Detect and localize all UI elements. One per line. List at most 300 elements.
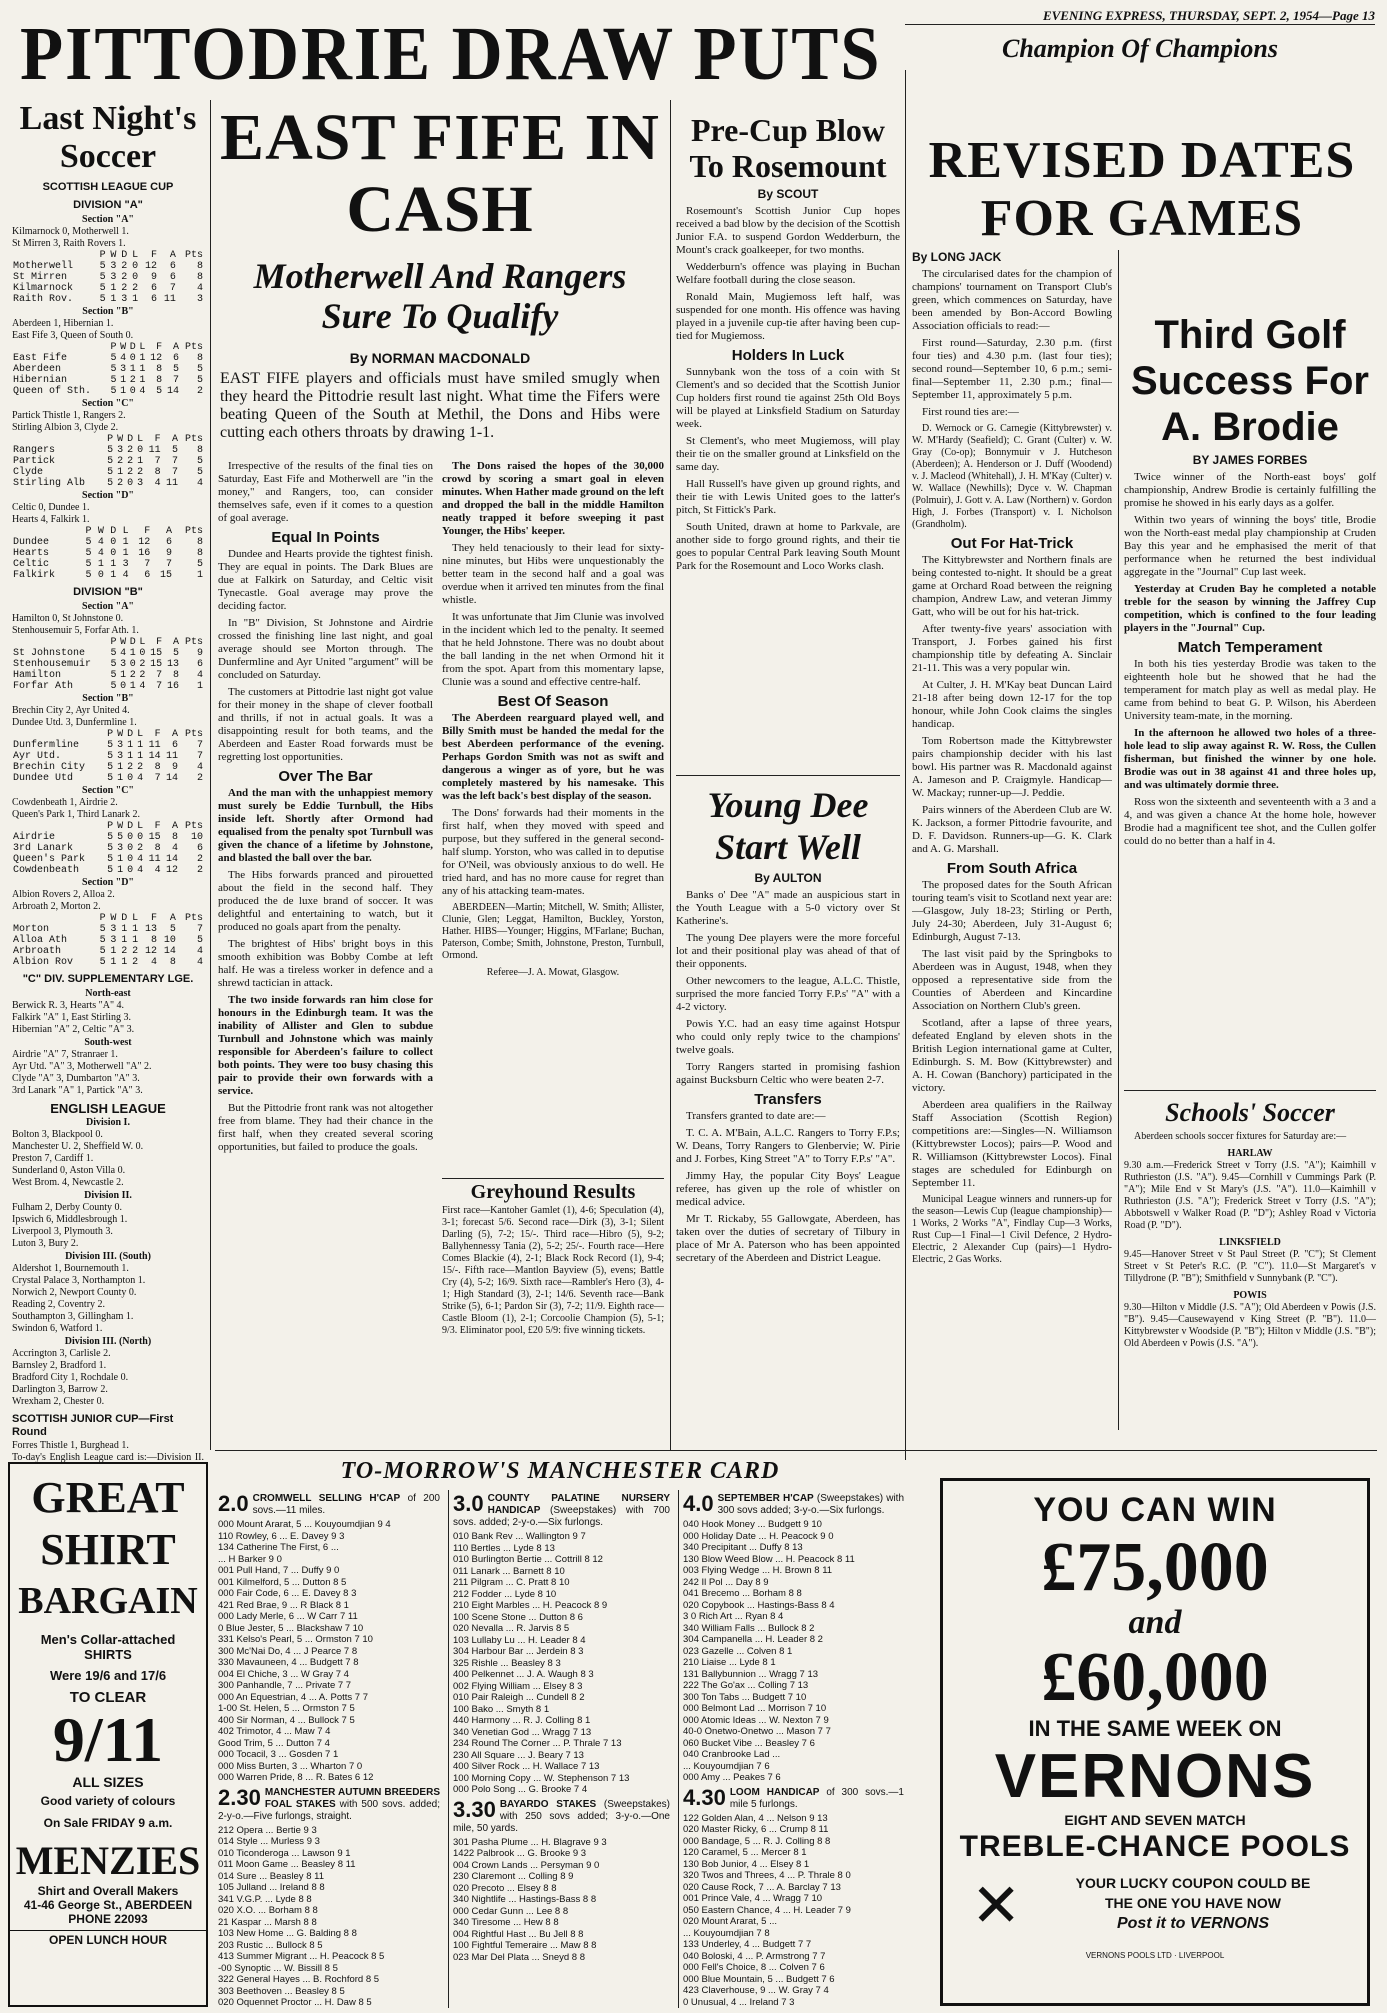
runner-line: 004 Rightful Hast ... Bu Jell 8 8 <box>453 1928 584 1940</box>
runner-line: 014 Sure ... Beasley 8 11 <box>218 1870 324 1882</box>
column-header: D <box>127 434 134 445</box>
table-row <box>12 467 204 478</box>
table-cell: 2 <box>127 445 134 456</box>
column-header: W <box>117 729 124 740</box>
result-line: Falkirk "A" 1, East Stirling 3. <box>12 1012 131 1023</box>
race-conditions: of 300 sovs.—1 mile 5 furlongs. <box>729 1786 904 1810</box>
table-row <box>12 261 204 272</box>
table-cell: 5 <box>99 261 106 272</box>
table-row <box>12 537 204 548</box>
section-title: Section "D" <box>82 877 134 888</box>
result-line: Southampton 3, Gillingham 1. <box>12 1311 134 1322</box>
division-title: DIVISION "B" <box>73 586 143 598</box>
column-header: A <box>169 250 176 261</box>
column-header: D <box>127 821 134 832</box>
paragraph: The Dons raised the hopes of the 30,000 crowd by scoring a smart goal in eleven minutes. When Hather made ground on the left and dropped the ball in the middle Hamilton neatly trapped it before sweeping it past Younger, the Hibs' keeper. <box>442 460 664 537</box>
section-title: Division III. (North) <box>64 1336 152 1347</box>
table-cell: 5 <box>99 272 106 283</box>
ground-title: POWIS <box>1233 1290 1267 1301</box>
column-header: D <box>129 342 136 353</box>
table-cell: St Mirren <box>13 272 68 283</box>
table-cell: 2 <box>137 762 144 773</box>
table-row <box>12 548 204 559</box>
runner-line: 340 William Falls ... Bullock 8 2 <box>683 1622 815 1634</box>
table-cell: St Johnstone <box>13 648 86 659</box>
race-block <box>218 1493 440 1784</box>
table-cell: 7 <box>154 456 161 467</box>
paragraph: In "B" Division, St Johnstone and Airdrie crossed the finishing line last night, and goal average should see Morton through. The Dunfermline and Ayr United "argument" will be concluded on Saturday. <box>218 617 433 681</box>
runner-line: 341 V.G.P. ... Lyde 8 8 <box>218 1893 312 1905</box>
runner-line: 020 Oquennet Proctor ... H. Daw 8 5 <box>218 1997 372 2008</box>
column-header: F <box>154 821 161 832</box>
table-cell: 5 <box>172 648 179 659</box>
table-cell: 12 <box>150 353 163 364</box>
runner-line: 400 Sir Norman, 4 ... Bullock 7 5 <box>218 1714 355 1726</box>
table-cell: 0 <box>129 659 136 670</box>
table-cell: 11 <box>148 740 161 751</box>
runner-line: 301 Pasha Plume ... H. Blagrave 9 3 <box>453 1836 607 1848</box>
column-header: A <box>172 434 179 445</box>
runner-line: 000 Blue Mountain, 5 ... Budgett 7 6 <box>683 1973 835 1985</box>
column-header: L <box>137 729 144 740</box>
paragraph: Dundee and Hearts provide the tightest finish. They are equal in points. The Dark Blues are due at Falkirk on Saturday, and Celtic visit Tynecastle. Goal average may prove the deciding factor. <box>218 548 433 612</box>
paragraph: The circularised dates for the champion of champions' tournament on Transport Club's green, which commences on Saturday, have been amended by Bon-Accord Bowling Association officials to read:— <box>912 268 1112 332</box>
crosshead: From South Africa <box>946 860 1078 877</box>
column-header: P <box>107 821 114 832</box>
runner-line: 014 Style ... Murless 9 3 <box>218 1836 320 1847</box>
table-cell: 9 <box>196 648 203 659</box>
column-header: P <box>85 526 92 537</box>
division-title: ENGLISH LEAGUE <box>50 1101 166 1116</box>
runner-line: 230 All Square ... J. Beary 7 13 <box>453 1749 584 1761</box>
vernons-post: Post it to VERNONS <box>1116 1915 1269 1932</box>
column-rule <box>1118 250 1119 1430</box>
table-cell: 12 <box>144 261 157 272</box>
column-header <box>12 434 104 445</box>
table-cell: 14 <box>166 773 179 784</box>
runner-line: -00 Synoptic ... W. Bissill 8 5 <box>218 1962 338 1974</box>
paragraph: Transfers granted to date are:— <box>686 1110 826 1122</box>
table-cell: 3 <box>137 478 144 489</box>
race-time: 3.30 <box>453 1796 496 1822</box>
shirt-ad-line2: SHIRT <box>40 1525 176 1574</box>
paragraph: Twice winner of the North-east boys' golf championship, Andrew Brodie is certainly fulfilling the promise he showed in his early days as a golfer. <box>1124 471 1376 509</box>
runner-line: 421 Red Brae, 9 ... R Black 8 1 <box>218 1599 349 1611</box>
runner-line: ... Kouyoumdjian 7 6 <box>683 1760 770 1772</box>
table-cell: 4 <box>120 353 127 364</box>
table-cell: 5 <box>107 865 114 876</box>
table-cell: 2 <box>196 854 203 865</box>
table-cell: 7 <box>144 559 151 570</box>
table-cell: 2 <box>132 957 139 968</box>
runner-line: 120 Caramel, 5 ... Mercer 8 1 <box>683 1847 807 1858</box>
table-cell: 0 <box>129 353 136 364</box>
table-cell: Raith Rov. <box>13 294 74 305</box>
greyhound-title: Greyhound Results <box>470 1181 636 1203</box>
table-cell: 2 <box>129 670 136 681</box>
column-header: A <box>172 821 179 832</box>
table-cell: 5 <box>172 445 179 456</box>
result-line: Liverpool 3, Plymouth 3. <box>12 1226 113 1237</box>
column-header: W <box>97 526 104 537</box>
shirt-ad-makers: Shirt and Overall Makers <box>37 1884 179 1898</box>
table-cell: Alloa Ath <box>13 935 68 946</box>
table-cell: 6 <box>165 537 172 548</box>
table-cell: 1 <box>132 935 139 946</box>
table-cell: 11 <box>148 854 161 865</box>
table-row <box>12 957 204 968</box>
table-cell: 1 <box>137 740 144 751</box>
table-cell: 1 <box>139 353 146 364</box>
paragraph: Mr T. Rickaby, 55 Gallowgate, Aberdeen, has taken over the duties of secretary of Tilbury in place of Mr A. Paterson who has been appointed secretary of the Aberdeen and District League. <box>676 1213 900 1264</box>
team-lineups: ABERDEEN—Martin; Mitchell, W. Smith; Allister, Clunie, Glen; Leggat, Hamilton, Buckley, Yorston, Hather. HIBS—Younger; Higgins, M'Farlane; Buchan, Paterson, Combe; Smith, Johnstone, Preston, Turnbull, Ormond. <box>442 902 664 961</box>
division-title: DIVISION "A" <box>73 199 143 211</box>
column-header: Pts <box>184 637 203 648</box>
paragraph: The two inside forwards ran him close for honours in the Edinburgh team. It was the inability of Allister and Glen to subdue Turnbull and Johnstone which was mainly responsible for Aberdeen's failure to collect both points. They were too busy chasing this pair to provide their own forwards with a service. <box>218 994 433 1097</box>
result-line: Reading 2, Coventry 2. <box>12 1299 106 1310</box>
table-cell: 9 <box>165 548 172 559</box>
paragraph: Torry Rangers started in promising fashion against Bucksburn Celtic who were beaten 2-7. <box>676 1061 900 1086</box>
result-line: Airdrie "A" 7, Stranraer 1. <box>12 1049 118 1060</box>
table-cell: 5 <box>107 467 114 478</box>
column-header: Pts <box>184 526 203 537</box>
runner-line: 000 Bandage, 5 ... R. J. Colling 8 8 <box>683 1835 831 1847</box>
runner-line: 340 Precipitant ... Duffy 8 13 <box>683 1542 803 1553</box>
table-cell: 0 <box>127 865 134 876</box>
crosshead: Out For Hat-Trick <box>950 535 1074 552</box>
table-cell: Queen's Park <box>13 854 86 865</box>
result-line: Fulham 2, Derby County 0. <box>12 1202 122 1213</box>
paragraph: Hall Russell's have given up ground rights, and their tie with Lewis United goes to the latter's pitch, St Fittick's Park. <box>676 478 900 516</box>
table-cell: 5 <box>110 353 117 364</box>
column-header: L <box>139 637 146 648</box>
column-header <box>12 913 96 924</box>
table-cell: 3 <box>110 272 117 283</box>
runner-line: 000 Belmont Lad ... Morrison 7 10 <box>683 1703 827 1714</box>
table-cell: 3 <box>117 751 124 762</box>
result-line: Celtic 0, Dundee 1. <box>12 502 90 513</box>
paragraph: The young Dee players were the more forceful lot and their positional play was ahead of that of their opponents. <box>676 932 900 970</box>
runner-line: 325 Rishle ... Beasley 8 3 <box>453 1657 561 1669</box>
race-header <box>218 1784 440 1823</box>
table-cell: 6 <box>172 740 179 751</box>
result-line: Accrington 3, Carlisle 2. <box>12 1348 111 1359</box>
table-cell: 5 <box>107 478 114 489</box>
runner-line: 340 Venetian God ... Wragg 7 13 <box>453 1726 592 1738</box>
results-list <box>12 1202 204 1250</box>
table-cell: 4 <box>196 957 203 968</box>
table-cell: Brechin City <box>13 762 86 773</box>
crosshead: Best Of Season <box>497 693 609 710</box>
runner-line: 010 Ticonderoga ... Lawson 9 1 <box>218 1847 351 1859</box>
race-conditions: (Sweepstakes) with 300 sovs added; 3-y-o.—Six furlongs. <box>717 1493 904 1516</box>
table-cell: 8 <box>196 272 203 283</box>
shirt-ad-hours: OPEN LUNCH HOUR <box>10 1930 206 1947</box>
league-table <box>12 637 204 692</box>
runner-line: 020 Master Ricky, 6 ... Crump 8 11 <box>683 1824 829 1835</box>
table-cell: 1 <box>117 865 124 876</box>
table-cell: 5 <box>107 854 114 865</box>
results-list <box>12 797 204 821</box>
runner-line: 000 Fair Code, 6 ... E. Davey 8 3 <box>218 1588 357 1599</box>
paragraph: After twenty-five years' association with Transport, J. Forbes gained his first championship title by defeating A. Sinclair 21-11. This was a very popular win. <box>912 623 1112 674</box>
runner-line: 001 Kilmelford, 5 ... Dutton 8 5 <box>218 1576 347 1588</box>
paragraph: The proposed dates for the South African touring team's visit to Scotland next year are:—Glasgow, July 18-23; Stirling or Perth, July 24-30; Aberdeen, July 31-August 6; Edinburgh, August 7-13. <box>912 879 1112 943</box>
runner-line: 023 Mar Del Plata ... Sneyd 8 8 <box>453 1951 586 1963</box>
table-cell: 5 <box>107 456 114 467</box>
paragraph: Powis Y.C. had an easy time against Hotspur who could only reply twice to the champions' twelve goals. <box>676 1018 900 1056</box>
banner-headline: PITTODRIE DRAW PUTS <box>20 12 882 96</box>
table-cell: 4 <box>196 762 203 773</box>
column-header <box>12 729 104 740</box>
table-row <box>12 364 204 375</box>
race-block <box>683 1493 904 1784</box>
main-lede-text: EAST FIFE players and officials must have smiled smugly when they heard the Pittodrie result last night. What time the Fifers were beating Queen of the South at Methil, the Dons and Hibs were cutting each others throats by drawing 1-1. <box>220 370 660 441</box>
paragraph: Jimmy Hay, the popular City Boys' League referee, has given up the role of whistler on medical advice. <box>676 1170 900 1208</box>
result-line: Norwich 2, Newport County 0. <box>12 1287 137 1298</box>
main-subhead: Motherwell And Rangers Sure To Qualify <box>253 256 627 336</box>
table-cell: Partick <box>13 456 56 467</box>
table-row <box>12 478 204 489</box>
table-cell: Stirling Alb <box>13 478 86 489</box>
race-header <box>683 1784 904 1811</box>
result-line: Ipswich 6, Middlesbrough 1. <box>12 1214 128 1225</box>
table-cell: 4 <box>137 865 144 876</box>
paragraph: The last visit paid by the Springboks to Aberdeen was in August, 1948, when they opposed a representative side from the Counties of Aberdeen and Kincardine Association on Northern Club's green. <box>912 948 1112 1012</box>
vernons-footer: VERNONS POOLS LTD · LIVERPOOL <box>1085 1951 1225 1960</box>
race-conditions: of 200 sovs.—11 miles. <box>252 1493 440 1516</box>
runner-line: 060 Bucket Vibe ... Beasley 7 6 <box>683 1737 815 1749</box>
result-line: Bradford City 1, Rochdale 0. <box>12 1372 129 1383</box>
table-cell: 2 <box>117 456 124 467</box>
table-cell: 0 <box>127 854 134 865</box>
table-cell: 1 <box>137 456 144 467</box>
table-row <box>12 375 204 386</box>
result-line: Hearts 4, Falkirk 1. <box>12 514 90 525</box>
result-line: Hibernian "A" 2, Celtic "A" 3. <box>12 1024 135 1035</box>
paragraph: Aberdeen schools soccer fixtures for Saturday are:— <box>1134 1131 1347 1142</box>
paragraph: The customers at Pittodrie last night got value for their money in the shape of clever football and thrills, if not in actual goals. It was a disappointing result for both teams, and the Aberdeen and Easter Road forwards must be regretting lost opportunities. <box>218 686 433 763</box>
table-cell: 1 <box>121 935 128 946</box>
shirt-ad-sizes: ALL SIZES <box>72 1774 144 1790</box>
table-cell: 2 <box>139 659 146 670</box>
table-cell: 1 <box>117 854 124 865</box>
runner-line: 000 Miss Burten, 3 ... Wharton 7 0 <box>218 1760 363 1772</box>
column-rule <box>905 70 906 1460</box>
runner-line: 110 Bertles ... Lyde 8 13 <box>453 1542 555 1554</box>
results-list <box>12 613 204 637</box>
revised-byline: By LONG JACK <box>912 250 1002 264</box>
table-cell: 5 <box>110 364 117 375</box>
table-cell: 11 <box>166 478 179 489</box>
runner-line: 004 Crown Lands ... Persyman 9 0 <box>453 1859 600 1871</box>
runner-line: 040 Cranbrooke Lad ... <box>683 1749 781 1760</box>
table-cell: 4 <box>154 478 161 489</box>
column-header: P <box>110 342 117 353</box>
table-cell: 0 <box>127 832 134 843</box>
table-cell: 5 <box>107 832 114 843</box>
table-header <box>12 821 204 832</box>
results-list <box>12 1440 204 1452</box>
table-cell: 13 <box>166 659 179 670</box>
table-cell: 1 <box>117 773 124 784</box>
table-cell: 8 <box>150 935 157 946</box>
table-cell: 7 <box>156 670 163 681</box>
table-cell: 5 <box>169 924 176 935</box>
race-header <box>218 1493 440 1517</box>
runner-line: 304 Harbour Bar ... Jerdein 8 3 <box>453 1646 584 1657</box>
paragraph: Sunnybank won the toss of a coin with St Clement's and so decided that the Scottish Junior Cup holders first round tie against 25th Old Boys will be played at Linksfield Stadium on Saturday week. <box>676 366 900 430</box>
table-cell: 2 <box>121 283 128 294</box>
table-cell: 8 <box>196 445 203 456</box>
cup-title: SCOTTISH JUNIOR CUP—First Round <box>12 1413 174 1438</box>
shirt-ad-address: 41-46 George St., ABERDEEN <box>23 1898 193 1912</box>
ground-title: HARLAW <box>1227 1148 1273 1159</box>
race-block <box>453 1796 670 1964</box>
column-header: A <box>172 729 179 740</box>
column-header: F <box>144 526 151 537</box>
section-title: Section "B" <box>82 693 134 704</box>
column-header: A <box>165 526 172 537</box>
paragraph: Aberdeen area qualifiers in the Railway Staff Association (Scottish Region) competitions are:—Singles—N. Williamson (Kittybrewster Locos); pairs—P. Wood and R. Williamson (Kittybrewster Locos). Final stages are scheduled for Edinburgh on September 11. <box>912 1099 1112 1189</box>
table-cell: 5 <box>99 946 106 957</box>
soccer-results-column <box>12 100 204 1462</box>
runner-line: 000 Polo Song ... G. Brooke 7 4 <box>453 1784 588 1795</box>
runner-line: 020 Copybook ... Hastings-Bass 8 4 <box>683 1599 835 1611</box>
table-cell: 5 <box>107 773 114 784</box>
table-cell: Motherwell <box>13 261 74 272</box>
table-row <box>12 670 204 681</box>
runner-line: 001 Prince Vale, 4 ... Wragg 7 10 <box>683 1893 823 1904</box>
table-cell: 3 <box>110 924 117 935</box>
league-table <box>12 434 204 489</box>
table-cell: 6 <box>196 843 203 854</box>
paragraph: South United, drawn at home to Parkvale, are another side to forgo ground rights, and their tie goes to popular Central Park leaving South Mount Park for the Rosemount and Loco Works clash. <box>676 521 900 572</box>
table-cell: 4 <box>122 570 129 581</box>
runner-line: 230 Claremont ... Colling 8 9 <box>453 1871 574 1882</box>
runner-line: Good Trim, 5 ... Dutton 7 4 <box>218 1737 330 1749</box>
race-conditions: (Sweepstakes) with 250 sovs added; 3-y-o.—One mile, 50 yards. <box>453 1798 670 1834</box>
table-cell: 5 <box>107 740 114 751</box>
table-cell: 11 <box>148 445 161 456</box>
paragraph: Banks o' Dee "A" made an auspicious start in the Youth League with a 5-0 victory over St Katherine's. <box>676 889 900 927</box>
table-cell: 1 <box>120 670 127 681</box>
column-header: A <box>172 342 179 353</box>
table-cell: 1 <box>132 924 139 935</box>
table-cell: 1 <box>129 648 136 659</box>
column-header: F <box>156 342 163 353</box>
table-cell: 6 <box>150 283 157 294</box>
shirt-ad-line3: BARGAIN <box>18 1580 198 1622</box>
table-row <box>12 353 204 364</box>
table-row <box>12 559 204 570</box>
runner-line: 400 Silver Rock ... H. Wallace 7 13 <box>453 1761 600 1772</box>
table-cell: 3 <box>120 659 127 670</box>
table-cell: 16 <box>138 548 151 559</box>
paragraph: Wedderburn's offence was playing in Buchan Welfare football during the close season. <box>676 261 900 286</box>
runner-line: 100 Morning Copy ... W. Stephenson 7 13 <box>453 1772 630 1784</box>
table-cell: 0 <box>137 445 144 456</box>
table-cell: 5 <box>99 957 106 968</box>
table-cell: 8 <box>154 762 161 773</box>
column-header: W <box>120 637 127 648</box>
section-title: Section "C" <box>82 398 134 409</box>
table-row <box>12 648 204 659</box>
runner-line: 234 Round The Corner ... P. Thrale 7 13 <box>453 1738 622 1749</box>
table-cell: 8 <box>169 957 176 968</box>
table-cell: 1 <box>139 364 146 375</box>
runner-line: 000 Warren Pride, 8 ... R. Bates 6 12 <box>218 1772 374 1783</box>
vernons-treble: TREBLE-CHANCE POOLS <box>959 1830 1351 1863</box>
paragraph: And the man with the unhappiest memory must surely be Eddie Turnbull, the Hibs inside left. Shortly after Ormond had equalised from the penalty spot Turnbull was given the chance of a lifetime by Johnstone, and blasted the ball over the bar. <box>218 787 433 864</box>
column-header: L <box>137 434 144 445</box>
revised-col <box>912 268 1112 1448</box>
paragraph: In both his ties yesterday Brodie was taken to the eighteenth hole but he showed that he had the temperament for match play as well as medal play. He came from behind to beat G. P. Wilson, his Aberdeen University team-mate, in the morning. <box>1124 658 1376 722</box>
paragraph: The brightest of Hibs' bright boys in this smooth exhibition was Bobby Combe at left half. He was a tireless worker in defence and a shrewd tactician in attack. <box>218 938 433 989</box>
table-cell: East Fife <box>13 353 68 364</box>
table-row <box>12 924 204 935</box>
young-dee-headline: Young Dee Start Well <box>707 785 869 867</box>
section-title: Section "D" <box>82 490 134 501</box>
young-dee-story <box>676 775 900 1450</box>
table-header <box>12 342 204 353</box>
column-header: F <box>150 250 157 261</box>
league-table <box>12 526 204 581</box>
main-lede <box>220 370 660 442</box>
table-cell: 1 <box>121 924 128 935</box>
paragraph: Within two years of winning the boys' title, Brodie won the North-east medal play championship at Cruden Bay this year and he emphasised the merit of that performance when he returned the best individual aggregate in the "Journal" Cup last week. <box>1124 514 1376 578</box>
table-cell: 8 <box>196 353 203 364</box>
table-cell: 0 <box>132 261 139 272</box>
paragraph: Rosemount's Scottish Junior Cup hopes received a bad blow by the decision of the Scottish Junior F.A. to suspend Gordon Wedderburn, the Mount's crack goalkeeper, for two months. <box>676 205 900 256</box>
card-col3 <box>678 1490 904 2008</box>
paper-dateline: EVENING EXPRESS, THURSDAY, SEPT. 2, 1954—Page 13 <box>905 8 1375 25</box>
column-header: P <box>99 250 106 261</box>
runner-line: 423 Claverhouse, 9 ... W. Gray 7 4 <box>683 1985 829 1996</box>
paragraph: Pairs winners of the Aberdeen Club are W. K. Jackson, a former Pittodrie favourite, and D. F. Davidson. Runners-up—G. K. Clark and A. G. Marshall. <box>912 804 1112 855</box>
paragraph: First round—Saturday, 2.30 p.m. (first four ties) and 4.30 p.m. (last four ties); second round—September 10, 6 p.m.; semi-final—September 11, 2.30 p.m.; final—September 11, approximately 5 p.m. <box>912 337 1112 401</box>
column-rule <box>210 100 211 1450</box>
table-cell: 1 <box>129 364 136 375</box>
shirt-ad-price: 9/11 <box>52 1704 164 1775</box>
table-cell: 5 <box>85 570 92 581</box>
runner-line: 331 Kelso's Pearl, 5 ... Ormston 7 10 <box>218 1634 373 1645</box>
results-list <box>12 1263 204 1335</box>
paragraph: The Aberdeen rearguard played well, and Billy Smith must be handed the medal for the best Aberdeen performance of the evening. Perhaps Gordon Smith was not as swift and dangerous a winger as of yore, but he was completely mastered by his namesake. This was the left back's best display of the season. <box>442 712 664 802</box>
result-line: Sunderland 0, Aston Villa 0. <box>12 1165 126 1176</box>
column-header: P <box>107 434 114 445</box>
fixtures: 9.30—Hilton v Middle (J.S. "A"); Old Aberdeen v Powis (J.S. "B"). 9.45—Causewayend v King Street (P. "B"). 11.0—Kittybrewster v Woodside (P. "B"); Hilton v Middle (J.S. "B"); Old Aberdeen v Powis (J.S. "A"). <box>1124 1302 1376 1349</box>
runner-line: 000 Tocacil, 3 ... Gosden 7 1 <box>218 1749 339 1760</box>
runner-line: 340 Nightlife ... Hastings-Bass 8 8 <box>453 1894 597 1905</box>
table-cell: 2 <box>127 762 134 773</box>
paragraph: First round ties are:— <box>922 406 1019 418</box>
runner-line: 1-00 St. Helen, 5 ... Ormston 7 5 <box>218 1703 355 1714</box>
column-header: P <box>99 913 106 924</box>
table-row <box>12 456 204 467</box>
column-header: W <box>117 434 124 445</box>
table-row <box>12 762 204 773</box>
runner-line: 130 Blow Weed Blow ... H. Peacock 8 11 <box>683 1553 855 1565</box>
column-header: L <box>132 250 139 261</box>
section-rule <box>215 1450 1377 1451</box>
paragraph: Municipal League winners and runners-up for the season—Lewis Cup (league championship)—1 Works, 2 Works "A", Findlay Cup—3 Works, Rust Cup—1 Final—1 Civil Defence, 2 Hydro-Electric, 2 Alexander Cup (pairs)—1 Hydro-Electric, 2 Gas Works. <box>912 1194 1112 1265</box>
runner-line: 210 Eight Marbles ... H. Peacock 8 9 <box>453 1600 608 1611</box>
runner-line: 010 Bank Rev ... Wallington 9 7 <box>453 1531 586 1542</box>
column-header <box>12 821 104 832</box>
table-header <box>12 637 204 648</box>
table-cell: 7 <box>156 681 163 692</box>
